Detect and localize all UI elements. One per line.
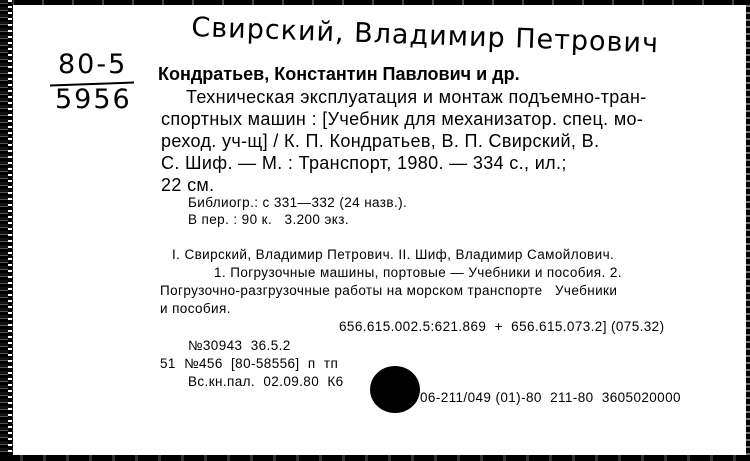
bibliography-note: Библиогр.: с 331—332 (24 назв.). (188, 195, 408, 210)
description-line: Техническая эксплуатация и монтаж подъемно-тран- (186, 87, 647, 107)
registry-line: Вс.кн.пал. 02.09.80 К6 (188, 374, 344, 389)
description-line: спортных машин : [Учебник для механизатор. спец. мо- (161, 109, 644, 129)
shelf-code-top: 80-5 (58, 49, 128, 80)
card-left-edge (0, 0, 13, 461)
tracing-line: 1. Погрузочные машины, портовые — Учебники и пособия. 2. (214, 265, 622, 280)
card-bottom-edge (0, 455, 750, 461)
description-line: 22 см. (161, 175, 215, 195)
price-note: В пер. : 90 к. 3.200 экз. (188, 212, 349, 227)
order-line: 51 №456 [80-58556] п тп (160, 356, 339, 371)
description-line: С. Шиф. — М. : Транспорт, 1980. — 334 с., ил.; (161, 153, 567, 173)
description-line: реход. уч-щ] / К. П. Кондратьев, В. П. Свирский, В. (161, 131, 600, 151)
publisher-code: 06-211/049 (01)-80 211-80 3605020000 (420, 390, 681, 405)
shelf-code-bottom: 5956 (55, 84, 132, 115)
card-right-edge (746, 0, 750, 461)
tracing-line: Погрузочно-разгрузочные работы на морском транспорте Учебники (160, 283, 618, 298)
card-top-edge (0, 0, 750, 5)
handwritten-author-name: Свирский, Владимир Петрович (190, 12, 660, 60)
card-heading: Кондратьев, Константин Павлович и др. (158, 64, 520, 84)
classification-code: 656.615.002.5:621.869 + 656.615.073.2] (075.32) (339, 319, 665, 334)
record-number: №30943 36.5.2 (188, 338, 291, 353)
tracing-line: и пособия. (160, 301, 231, 316)
tracing-line: I. Свирский, Владимир Петрович. II. Шиф, Владимир Самойлович. (172, 247, 615, 262)
ink-blot (370, 366, 420, 413)
